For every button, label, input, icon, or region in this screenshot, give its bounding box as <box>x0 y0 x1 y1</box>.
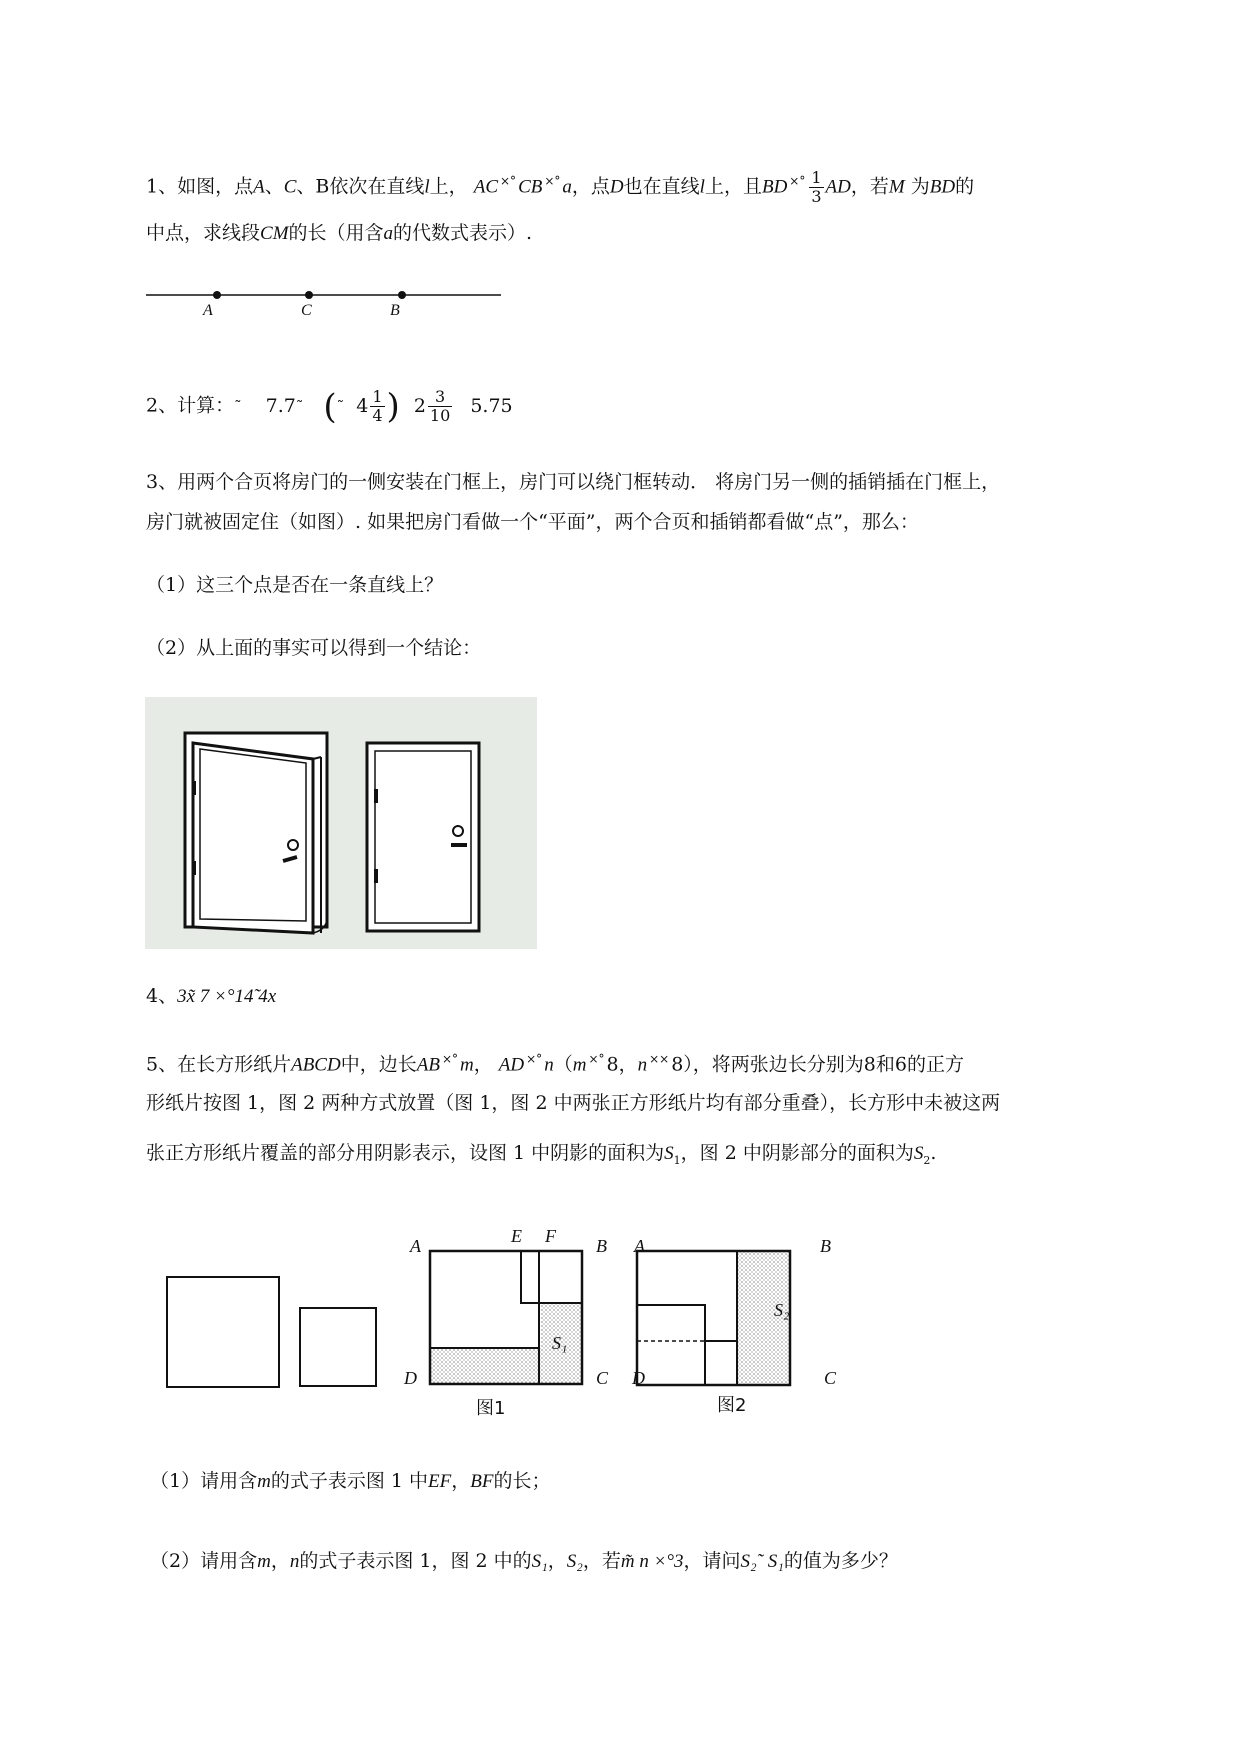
fig1-label-b: B <box>596 1236 607 1256</box>
hinge-icon <box>192 781 196 795</box>
fig1-label-s1: S₁ <box>552 1333 568 1353</box>
knob-icon <box>288 840 298 850</box>
label-c: C <box>301 302 312 319</box>
q3-line1: 3、用两个合页将房门的一侧安装在门框上，房门可以绕门框转动． 将房门另一侧的插销插在门框上， <box>146 471 1001 493</box>
point-a <box>213 291 221 299</box>
label-a: A <box>203 302 213 319</box>
caption-fig1: 图1 <box>476 1398 506 1419</box>
q2-line: 2、计算：˜ 7.7˜ (˜ 4 $\frac{1}{4}$ ) 2 $\frac{3}{10}$ 5.75 <box>146 386 513 427</box>
fig2-label-c: C <box>824 1368 837 1388</box>
q5-sub2: （2）请用含m，n的式子表示图 1，图 2 中的S₁，S₂，若m̃ n ×°3，请问S₂˜ S₁的值为多少？ <box>150 1550 898 1572</box>
point-b <box>398 291 406 299</box>
q5-line3: 张正方形纸片覆盖的部分用阴影表示，设图 1 中阴影的面积为$S_1$，图 2 中阴影部分的面积为$S_2$. <box>146 1142 937 1167</box>
fig1-label-d: D <box>404 1368 417 1388</box>
hinge-icon <box>374 789 378 803</box>
q5-line2: 形纸片按图 1，图 2 两种方式放置（图 1，图 2 中两张正方形纸片均有部分重叠），长方形中未被这两 <box>146 1092 1001 1114</box>
q3-sub2: （2）从上面的事实可以得到一个结论： <box>146 637 482 659</box>
fig1-label-a: A <box>410 1236 421 1256</box>
square-8 <box>167 1277 279 1387</box>
caption-fig2: 图2 <box>717 1395 747 1416</box>
fig1-label-e: E <box>511 1226 522 1246</box>
fig2-label-a: A <box>634 1236 645 1256</box>
fig2-label-b: B <box>820 1236 831 1256</box>
q5-sub1: （1）请用含m的式子表示图 1 中EF，BF的长； <box>150 1470 551 1492</box>
q1-line-figure <box>146 285 506 325</box>
door-illustration <box>145 697 537 949</box>
fraction-one-third: $\frac{1}{3}$ <box>811 167 822 206</box>
fig1-label-f: F <box>545 1226 556 1246</box>
point-c <box>305 291 313 299</box>
label-b: B <box>390 302 400 319</box>
q4-line: 4、3x̃ 7 ×°14̃ 4x <box>146 985 277 1007</box>
q3-line2: 房门就被固定住（如图）. 如果把房门看做一个“平面”，两个合页和插销都看做“点”，那么： <box>146 511 919 533</box>
square-6 <box>300 1308 376 1386</box>
fig2-label-d: D <box>632 1368 645 1388</box>
fig1-label-c: C <box>596 1368 609 1388</box>
hinge-icon <box>374 869 378 883</box>
q1-line1: 1、如图，点A、C、B依次在直线l上， AC ×° CB ×° a，点D也在直线l上，且BD ×° $\frac{1}{3}$ AD，若M 为BD的 <box>146 167 975 206</box>
q5-line1: 5、在长方形纸片ABCD中，边长AB ×° m， AD ×° n（m ×° 8，n ×× 8），将两张边长分别为8和6的正方 <box>146 1052 965 1076</box>
q3-sub1: （1）这三个点是否在一条直线上？ <box>146 574 444 596</box>
hinge-icon <box>192 861 196 875</box>
q1-line2: 中点，求线段CM的长（用含a的代数式表示）. <box>146 222 533 244</box>
fig2-label-s2: S₂ <box>774 1300 790 1320</box>
